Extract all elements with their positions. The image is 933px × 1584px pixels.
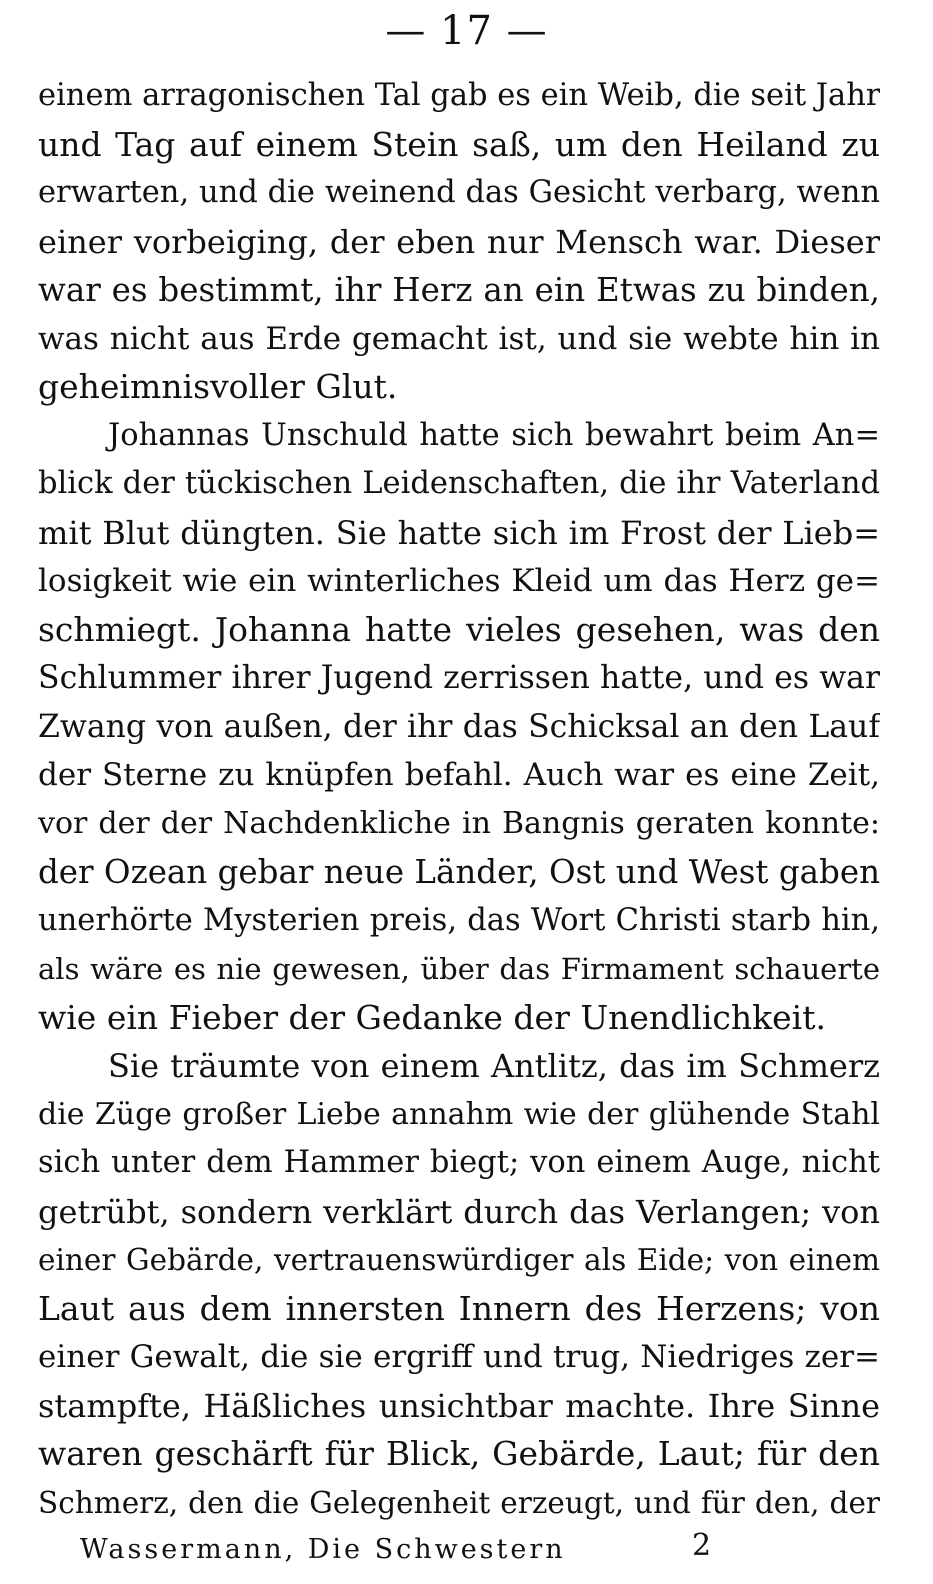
- text-line: Schlummer ihrer Jugend zerrissen hatte, und es war: [38, 660, 880, 696]
- sheet-number: 2: [692, 1528, 712, 1563]
- text-line: der Ozean gebar neue Länder, Ost und West gaben: [38, 853, 880, 891]
- text-line: der Sterne zu knüpfen befahl. Auch war es eine Zeit,: [38, 757, 880, 793]
- text-line: Schmerz, den die Gelegenheit erzeugt, und für den, der: [38, 1485, 880, 1520]
- text-line: erwarten, und die weinend das Gesicht verbarg, wenn: [38, 175, 880, 210]
- paragraph-start-line: Sie träumte von einem Antlitz, das im Schmerz: [108, 1047, 880, 1085]
- paragraph-start-line: Johannas Unschuld hatte sich bewahrt beim An=: [108, 417, 880, 453]
- text-line: waren geschärft für Blick, Gebärde, Laut; für den: [38, 1434, 880, 1473]
- text-line: schmiegt. Johanna hatte vieles gesehen, was den: [38, 609, 880, 649]
- text-line: die Züge großer Liebe annahm wie der glühende Stahl: [38, 1096, 880, 1132]
- text-line: vor der der Nachdenkliche in Bangnis geraten konnte:: [38, 805, 880, 841]
- text-line: als wäre es nie gewesen, über das Firmament schauerte: [38, 952, 880, 986]
- text-line: stampfte, Häßliches unsichtbar machte. Ihre Sinne: [38, 1386, 880, 1425]
- text-line: einer Gebärde, vertrauenswürdiger als Eide; von einem: [38, 1243, 880, 1277]
- text-line: Laut aus dem innersten Innern des Herzens; von: [38, 1288, 880, 1328]
- text-line: einer Gewalt, die sie ergriff und trug, Niedriges zer=: [38, 1339, 880, 1375]
- text-line: losigkeit wie ein winterliches Kleid um das Herz ge=: [38, 563, 880, 599]
- text-line: Zwang von außen, der ihr das Schicksal an den Lauf: [38, 708, 880, 745]
- text-line: wie ein Fieber der Gedanke der Unendlichkeit.: [38, 997, 826, 1037]
- page-number-header: — 17 —: [385, 8, 548, 54]
- text-line: einer vorbeiging, der eben nur Mensch war. Dieser: [38, 222, 880, 261]
- text-line: mit Blut düngten. Sie hatte sich im Frost der Lieb=: [38, 513, 880, 552]
- text-line: getrübt, sondern verklärt durch das Verlangen; von: [38, 1192, 880, 1231]
- text-line: blick der tückischen Leidenschaften, die ihr Vaterland: [38, 466, 880, 501]
- text-line: geheimnisvoller Glut.: [38, 367, 398, 406]
- text-line: unerhörte Mysterien preis, das Wort Christi starb hin,: [38, 902, 880, 938]
- text-line: war es bestimmt, ihr Herz an ein Etwas zu binden,: [38, 271, 880, 309]
- text-line: einem arragonischen Tal gab es ein Weib, die seit Jahr: [38, 78, 880, 113]
- text-line: und Tag auf einem Stein saß, um den Heiland zu: [38, 124, 880, 164]
- body-text: [38, 72, 880, 1527]
- printer-signature: Wassermann, Die Schwestern: [80, 1534, 566, 1565]
- text-line: sich unter dem Hammer biegt; von einem Auge, nicht: [38, 1145, 880, 1180]
- text-line: was nicht aus Erde gemacht ist, und sie webte hin in: [38, 320, 880, 357]
